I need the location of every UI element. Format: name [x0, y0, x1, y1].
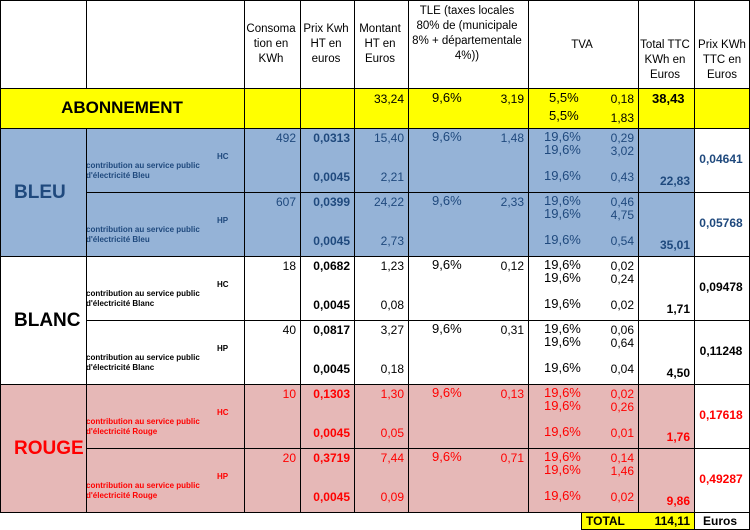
bleu-hc-tva2-amount: 3,02	[610, 144, 634, 158]
rouge-hp-tle-rate: 9,6%	[432, 449, 462, 464]
rouge-hp-prix-ttc: 0,49287	[699, 472, 743, 486]
blanc-hc-tva1-rate: 19,6%	[544, 257, 581, 272]
bleu-hc-contrib-montant: 2,21	[380, 170, 404, 184]
bleu-hc-tle-rate: 9,6%	[432, 129, 462, 144]
blanc-hc-tle-rate: 9,6%	[432, 257, 462, 272]
rouge-hc-tle-rate: 9,6%	[432, 385, 462, 400]
abonnement-tva-amount-2: 1,83	[610, 111, 634, 125]
blanc-hp-kwh: 40	[282, 323, 296, 337]
bleu-hc-tva1-amount: 0,29	[610, 131, 634, 145]
abonnement-label: ABONNEMENT	[61, 98, 183, 117]
bleu-hc-contrib-label: contribution au service public d'électricité Bleu	[86, 161, 200, 180]
blanc-hp-total: 4,50	[666, 366, 690, 380]
rouge-hc-tva1-amount: 0,02	[610, 387, 634, 401]
blanc-hp-contrib-tva-amount: 0,04	[610, 362, 634, 376]
rouge-hc-contrib-tva-amount: 0,01	[610, 426, 634, 440]
bleu-hc-total: 22,83	[659, 174, 690, 188]
rouge-label: ROUGE	[14, 438, 84, 459]
blanc-hp-tag: HP	[217, 344, 229, 353]
footer-total-value: 114,11	[654, 514, 690, 528]
bleu-hc-kwh: 492	[275, 131, 296, 145]
abonnement-tva-rate-2: 5,5%	[549, 108, 579, 123]
bleu-hp-kwh: 607	[275, 195, 296, 209]
grid-footer-split	[694, 512, 695, 530]
blanc-hc-contrib-montant: 0,08	[380, 298, 404, 312]
bleu-hp-tle-amount: 2,33	[500, 195, 524, 209]
bleu-hp-tle-rate: 9,6%	[432, 193, 462, 208]
blanc-hp-montant: 3,27	[380, 323, 404, 337]
blanc-hc-contrib-prix: 0,0045	[313, 298, 350, 312]
blanc-hc-montant: 1,23	[380, 259, 404, 273]
blanc-hp-tle-amount: 0,31	[500, 323, 524, 337]
grid-rouge-bottom	[0, 512, 750, 513]
bleu-hp-contrib-tva-amount: 0,54	[610, 234, 634, 248]
blanc-hc-tva2-rate: 19,6%	[544, 270, 581, 285]
rouge-hp-tva2-amount: 1,46	[610, 464, 634, 478]
abonnement-tle-rate: 9,6%	[432, 90, 462, 105]
blanc-hc-tag: HC	[217, 280, 229, 289]
blanc-hp-tle-rate: 9,6%	[432, 321, 462, 336]
footer-unit: Euros	[703, 514, 738, 528]
rouge-hc-total: 1,76	[666, 430, 690, 444]
blanc-hp-tva2-amount: 0,64	[610, 336, 634, 350]
rouge-hp-prix: 0,3719	[313, 451, 350, 465]
header-prix-ht: Prix Kwh HT en euros	[303, 23, 349, 65]
rouge-hp-tle-amount: 0,71	[500, 451, 524, 465]
bleu-hc-prix-ttc: 0,04641	[699, 152, 743, 166]
rouge-hc-contrib-prix: 0,0045	[313, 426, 350, 440]
rouge-hp-montant: 7,44	[380, 451, 404, 465]
grid-col-6	[694, 0, 695, 512]
bleu-hc-contrib-prix: 0,0045	[313, 170, 350, 184]
blanc-label: BLANC	[14, 310, 81, 331]
abonnement-tva-rate-1: 5,5%	[549, 90, 579, 105]
abonnement-montant: 33,24	[373, 92, 404, 106]
grid-rouge-mid	[86, 448, 750, 449]
bleu-label: BLEU	[14, 182, 66, 203]
bleu-hc-contrib-tva-rate: 19,6%	[544, 168, 581, 183]
grid-col-1	[300, 0, 301, 512]
bleu-hc-contrib-tva-amount: 0,43	[610, 170, 634, 184]
header-consommation: Consoma tion en KWh	[246, 23, 296, 65]
bleu-hp-tag: HP	[217, 216, 229, 225]
blanc-hp-contrib-tva-rate: 19,6%	[544, 360, 581, 375]
bleu-hp-contrib-tva-rate: 19,6%	[544, 232, 581, 247]
bleu-hc-montant: 15,40	[373, 131, 404, 145]
blanc-hc-contrib-tva-amount: 0,02	[610, 298, 634, 312]
rouge-hp-tva2-rate: 19,6%	[544, 462, 581, 477]
header-tva: TVA	[571, 39, 593, 51]
blanc-hp-tva2-rate: 19,6%	[544, 334, 581, 349]
rouge-hp-tva1-rate: 19,6%	[544, 449, 581, 464]
rouge-hp-total: 9,86	[666, 494, 690, 508]
bleu-hp-contrib-montant: 2,73	[380, 234, 404, 248]
bleu-hp-tva2-rate: 19,6%	[544, 206, 581, 221]
blanc-hc-contrib-tva-rate: 19,6%	[544, 296, 581, 311]
bleu-hp-montant: 24,22	[373, 195, 404, 209]
footer-total-label: TOTAL	[586, 514, 625, 528]
grid-blanc-mid	[86, 320, 750, 321]
blanc-hc-prix-ttc: 0,09478	[699, 280, 743, 294]
blanc-hp-contrib-montant: 0,18	[380, 362, 404, 376]
bleu-hp-total: 35,01	[659, 238, 690, 252]
rouge-hp-tag: HP	[217, 472, 229, 481]
rouge-hc-tle-amount: 0,13	[500, 387, 524, 401]
bleu-hc-tva2-rate: 19,6%	[544, 142, 581, 157]
bleu-hp-tva1-rate: 19,6%	[544, 193, 581, 208]
bleu-hp-contrib-label: contribution au service public d'électricité Bleu	[86, 225, 200, 244]
grid-col-4	[528, 0, 529, 512]
rouge-hc-contrib-tva-rate: 19,6%	[544, 424, 581, 439]
abonnement-tva-amount-1: 0,18	[610, 92, 634, 106]
bleu-hc-tle-amount: 1,48	[500, 131, 524, 145]
blanc-hc-contrib-label: contribution au service public d'électricité Blanc	[86, 289, 200, 308]
bleu-hp-tva1-amount: 0,46	[610, 195, 634, 209]
grid-col-5	[638, 0, 639, 512]
bleu-hp-prix-ttc: 0,05768	[699, 216, 743, 230]
grid-col-0	[244, 0, 245, 512]
blanc-hc-total: 1,71	[666, 302, 690, 316]
blanc-hc-kwh: 18	[282, 259, 296, 273]
blanc-hc-tva2-amount: 0,24	[610, 272, 634, 286]
rouge-hc-kwh: 10	[282, 387, 296, 401]
blanc-hp-prix: 0,0817	[313, 323, 350, 337]
blanc-hp-tva1-rate: 19,6%	[544, 321, 581, 336]
rouge-hc-tag: HC	[217, 408, 229, 417]
blanc-hp-tva1-amount: 0,06	[610, 323, 634, 337]
bleu-hp-prix: 0,0399	[313, 195, 350, 209]
blanc-hc-tle-amount: 0,12	[500, 259, 524, 273]
grid-col-3	[408, 0, 409, 512]
rouge-hp-kwh: 20	[282, 451, 296, 465]
rouge-hc-contrib-montant: 0,05	[380, 426, 404, 440]
bleu-hc-prix: 0,0313	[313, 131, 350, 145]
grid-bleu-mid	[86, 192, 750, 193]
bleu-hp-contrib-prix: 0,0045	[313, 234, 350, 248]
grid-left	[0, 0, 1, 512]
abonnement-total: 38,43	[652, 91, 685, 106]
bleu-hp-tva2-amount: 4,75	[610, 208, 634, 222]
rouge-hc-tva1-rate: 19,6%	[544, 385, 581, 400]
grid-col-a	[86, 0, 87, 88]
rouge-hc-montant: 1,30	[380, 387, 404, 401]
rouge-hc-contrib-label: contribution au service public d'électricité Rouge	[86, 417, 200, 436]
header-tle: TLE (taxes locales 80% de (municipale 8% + départementale 4%))	[412, 5, 522, 62]
grid-footer-left	[581, 512, 582, 530]
rouge-hp-contrib-montant: 0,09	[380, 490, 404, 504]
rouge-hp-contrib-tva-amount: 0,02	[610, 490, 634, 504]
rouge-hc-tva2-rate: 19,6%	[544, 398, 581, 413]
blanc-hp-prix-ttc: 0,11248	[699, 344, 743, 358]
rouge-hp-tva1-amount: 0,14	[610, 451, 634, 465]
header-montant-ht: Montant HT en Euros	[359, 23, 401, 65]
bleu-hc-tva1-rate: 19,6%	[544, 129, 581, 144]
bleu-hc-tag: HC	[217, 152, 229, 161]
blanc-hc-prix: 0,0682	[313, 259, 350, 273]
rouge-hp-contrib-label: contribution au service public d'électricité Rouge	[86, 481, 200, 500]
rouge-hc-prix-ttc: 0,17618	[699, 408, 743, 422]
header-total-ttc: Total TTC KWh en Euros	[640, 39, 690, 81]
blanc-hp-contrib-prix: 0,0045	[313, 362, 350, 376]
header-prix-ttc: Prix KWh TTC en Euros	[698, 39, 746, 81]
grid-col-a2	[86, 128, 87, 512]
rouge-hc-tva2-amount: 0,26	[610, 400, 634, 414]
rouge-hp-contrib-prix: 0,0045	[313, 490, 350, 504]
blanc-hc-tva1-amount: 0,02	[610, 259, 634, 273]
rouge-hp-contrib-tva-rate: 19,6%	[544, 488, 581, 503]
grid-col-2	[354, 0, 355, 512]
abonnement-tle-amount: 3,19	[500, 92, 524, 106]
rouge-hc-prix: 0,1303	[313, 387, 350, 401]
blanc-hp-contrib-label: contribution au service public d'électricité Blanc	[86, 353, 200, 372]
